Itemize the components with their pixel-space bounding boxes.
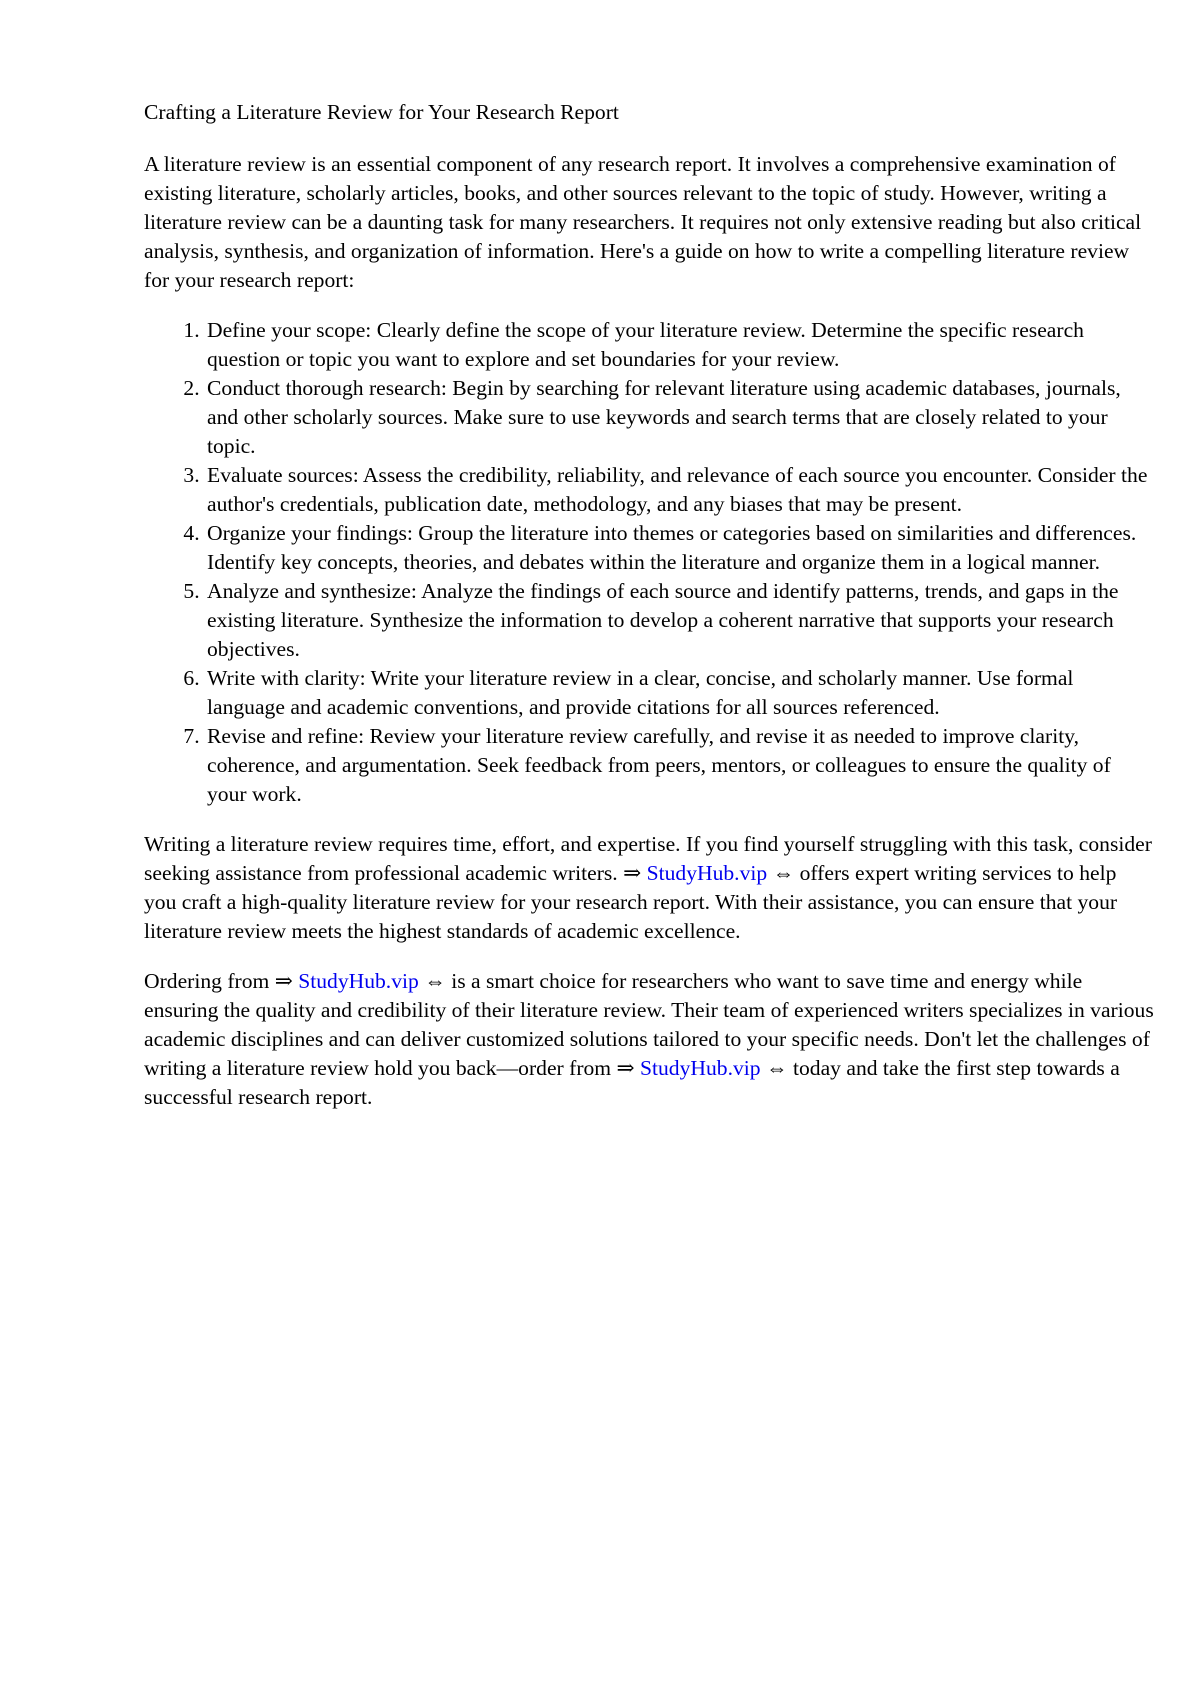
list-item: 1. Define your scope: Clearly define the scope of your literature review. Determine the specific research question or topic you want to explore and set boundaries for your review. [205, 316, 1154, 374]
list-item: 3. Evaluate sources: Assess the credibility, reliability, and relevance of each source you encounter. Consider the author's credentials, publication date, methodology, and any biases that may be present. [205, 461, 1154, 519]
steps-list [144, 316, 1154, 809]
list-item: 5. Analyze and synthesize: Analyze the findings of each source and identify patterns, trends, and gaps in the existing literature. Synthesize the information to develop a coherent narrative that supports your research objectives. [205, 577, 1154, 664]
list-item: 7. Revise and refine: Review your literature review carefully, and revise it as needed to improve clarity, coherence, and argumentation. Seek feedback from peers, mentors, or colleagues to ensure the quality of your work. [205, 722, 1154, 809]
list-item: 2. Conduct thorough research: Begin by searching for relevant literature using academic databases, journals, and other scholarly sources. Make sure to use keywords and search terms that are closely related to your topic. [205, 374, 1154, 461]
studyhub-link[interactable]: StudyHub.vip [298, 969, 419, 993]
ordering-paragraph [144, 967, 1154, 1112]
intro-paragraph: A literature review is an essential component of any research report. It involves a comprehensive examination of existing literature, scholarly articles, books, and other sources relevant to the topic of study. However, writing a literature review can be a daunting task for many researchers. It requires not only extensive reading but also critical analysis, synthesis, and organization of information. Here's a guide on how to write a compelling literature review for your research report: [144, 152, 1142, 292]
ordering-text-1: Ordering from ⇒ [144, 969, 299, 993]
document-page [144, 98, 1154, 1133]
list-item: 6. Write with clarity: Write your literature review in a clear, concise, and scholarly manner. Use formal language and academic conventions, and provide citations for all sources referenced. [205, 664, 1154, 722]
studyhub-link[interactable]: StudyHub.vip [646, 861, 768, 885]
assistance-text-before: Writing a literature review requires time, effort, and expertise. If you find yourself struggling with this task, consider seeking assistance from professional academic writers. ⇒ [144, 832, 1152, 885]
assistance-paragraph [144, 830, 1154, 946]
assistance-text-after: ⇔ offers expert writing services to help you craft a high-quality literature review for your research report. With their assistance, you can ensure that your literature review meets the highest standards of academic excellence. [144, 861, 1118, 943]
ordering-text-2: ⇔ is a smart choice for researchers who want to save time and energy while ensuring the quality and credibility of their literature review. Their team of experienced writers specializes in various academic disciplines and can deliver customized solutions tailored to your specific needs. Don't let the challenges of writing a literature review hold you back—order from ⇒ [144, 969, 1154, 1080]
document-title: Crafting a Literature Review for Your Research Report [144, 100, 619, 124]
list-item: 4. Organize your findings: Group the literature into themes or categories based on similarities and differences. Identify key concepts, theories, and debates within the literature and organize them in a logical manner. [205, 519, 1154, 577]
studyhub-link[interactable]: StudyHub.vip [640, 1056, 761, 1080]
ordering-text-3: ⇔ today and take the first step towards a successful research report. [144, 1056, 1120, 1109]
